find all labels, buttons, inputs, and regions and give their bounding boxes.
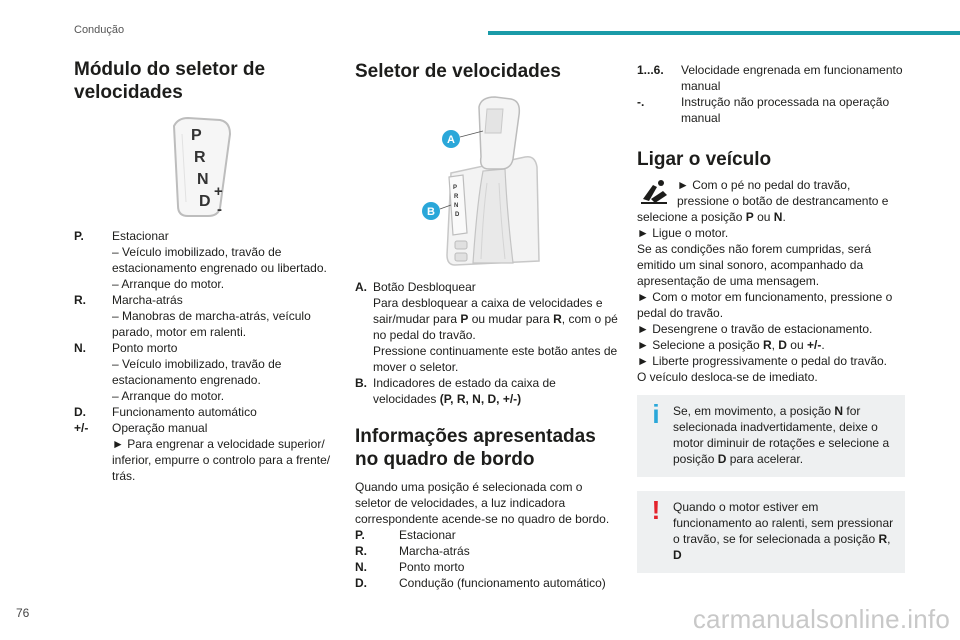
dashboard-info-title: Informações apresentadas no quadro de bordo	[355, 426, 596, 470]
list-key: P.	[74, 229, 84, 243]
gear-selector-list	[355, 279, 620, 407]
start-vehicle-steps	[637, 177, 905, 385]
header-accent-bar	[488, 31, 960, 35]
selector-positions-list	[74, 228, 336, 484]
selector-module-illustration	[74, 112, 336, 222]
list-text: Condução (funcionamento automático)	[399, 576, 606, 590]
step-text: ► Selecione a posição R, D ou +/-.	[637, 338, 825, 352]
list-text: Ponto morto	[399, 560, 465, 574]
list-key: R.	[355, 544, 367, 558]
list-key: B.	[355, 376, 367, 390]
section-header: Condução	[74, 24, 125, 36]
step-text: pressione o botão de destrancamento e	[677, 194, 889, 208]
list-line: – Arranque do motor.	[112, 277, 225, 291]
warning-note-text: Quando o motor estiver em funcionamento ao ralenti, sem pressionar o travão, se for selecionada a posição R, D	[673, 500, 894, 562]
manual-mode-list	[637, 62, 905, 126]
dashboard-info-intro: Quando uma posição é selecionada com o seletor de velocidades, a luz indicadora correspondente acende-se no quadro de bordo.	[355, 480, 610, 526]
list-key: D.	[355, 576, 367, 590]
list-title: Ponto morto	[112, 341, 178, 355]
list-item	[74, 292, 336, 340]
callout-b-label: B	[427, 206, 435, 218]
gear-lever-icon	[355, 93, 620, 269]
gear-selector-illustration	[355, 93, 620, 269]
list-item	[74, 340, 336, 404]
list-item	[74, 404, 336, 420]
list-text: Instrução não processada na operação manual	[681, 95, 890, 125]
step-text: Se as condições não forem cumpridas, será emitido um sinal sonoro, acompanhado da apresentação de uma mensagem.	[637, 242, 872, 288]
mini-letter-r: R	[454, 194, 459, 200]
list-text: Estacionar	[399, 528, 456, 542]
list-item	[74, 228, 336, 292]
list-line: – Manobras de marcha-atrás, veículo parado, motor em ralenti.	[112, 309, 311, 339]
mini-letter-n: N	[454, 203, 459, 209]
list-item	[355, 559, 620, 575]
step-text: ► Desengrene o travão de estacionamento.	[637, 322, 873, 336]
foot-on-brake-icon	[637, 177, 673, 207]
list-title: Marcha-atrás	[112, 293, 183, 307]
dashboard-info-list	[355, 527, 620, 591]
column-start-vehicle	[637, 62, 905, 573]
list-key: R.	[74, 293, 86, 307]
step-with-icon	[637, 177, 905, 209]
list-title: Operação manual	[112, 421, 208, 435]
step-text: ► Com o pé no pedal do travão,	[677, 178, 851, 192]
selector-module-title: Módulo do seletor de velocidades	[74, 59, 266, 103]
gear-selector-plate-icon	[74, 112, 336, 222]
list-key: A.	[355, 280, 367, 294]
list-item	[355, 527, 620, 543]
list-item	[637, 62, 905, 94]
info-note-box	[637, 395, 905, 477]
list-title: Botão Desbloquear	[373, 280, 476, 294]
list-line: – Arranque do motor.	[112, 389, 225, 403]
selector-letter-d: D	[199, 193, 211, 210]
list-line: Para desbloquear a caixa de velocidades e sair/mudar para P ou mudar para R, com o pé no pedal do travão.	[373, 296, 618, 342]
list-key: 1...6.	[637, 63, 664, 77]
step-text: ► Liberte progressivamente o pedal do travão.	[637, 354, 888, 368]
callout-a-label: A	[447, 134, 455, 146]
list-key: +/-	[74, 421, 89, 435]
info-icon: i	[652, 399, 660, 429]
list-item	[355, 543, 620, 559]
list-item	[355, 279, 620, 375]
list-line: ► Para engrenar a velocidade superior/ inferior, empurre o controlo para a frente/ trás.	[112, 437, 331, 483]
list-line: – Veículo imobilizado, travão de estacionamento engrenado.	[112, 357, 282, 387]
list-line: Pressione continuamente este botão antes de mover o seletor.	[373, 344, 618, 374]
list-key: D.	[74, 405, 86, 419]
selector-letter-r: R	[194, 149, 206, 166]
selector-letter-minus: -	[217, 201, 222, 218]
list-item	[355, 575, 620, 591]
mini-letter-d: D	[455, 212, 460, 218]
page-number: 76	[16, 606, 30, 620]
list-item	[637, 94, 905, 126]
list-text: Marcha-atrás	[399, 544, 470, 558]
gear-selector-title: Seletor de velocidades	[355, 61, 561, 82]
list-key: N.	[74, 341, 86, 355]
list-key: P.	[355, 528, 365, 542]
list-item	[74, 420, 336, 484]
warning-icon: !	[651, 495, 661, 525]
list-title: Estacionar	[112, 229, 169, 243]
mini-letter-p: P	[453, 185, 458, 191]
column-selector-module	[74, 58, 336, 484]
warning-note-box	[637, 491, 905, 573]
step-text: selecione a posição P ou N.	[637, 210, 786, 224]
selector-letter-n: N	[197, 171, 209, 188]
list-line: Indicadores de estado da caixa de velocidades (P, R, N, D, +/-)	[373, 376, 556, 406]
step-text: ► Ligue o motor.	[637, 226, 729, 240]
list-key: -.	[637, 95, 645, 109]
selector-letter-p: P	[191, 127, 202, 144]
info-note-text: Se, em movimento, a posição N for selecionada inadvertidamente, deixe o motor diminuir de rotações e selecione a posição D para acelerar.	[673, 404, 890, 466]
list-title: Funcionamento automático	[112, 405, 257, 419]
selector-letter-plus: +	[214, 183, 223, 200]
step-text: ► Com o motor em funcionamento, pressione o pedal do travão.	[637, 290, 893, 320]
step-text: O veículo desloca-se de imediato.	[637, 370, 818, 384]
list-text: Velocidade engrenada em funcionamento manual	[681, 63, 903, 93]
list-line: – Veículo imobilizado, travão de estacionamento engrenado ou libertado.	[112, 245, 327, 275]
start-vehicle-title: Ligar o veículo	[637, 149, 772, 170]
list-key: N.	[355, 560, 367, 574]
footer-watermark: carmanualsonline.info	[692, 604, 950, 634]
list-item	[355, 375, 620, 407]
column-gear-selector	[355, 58, 620, 591]
